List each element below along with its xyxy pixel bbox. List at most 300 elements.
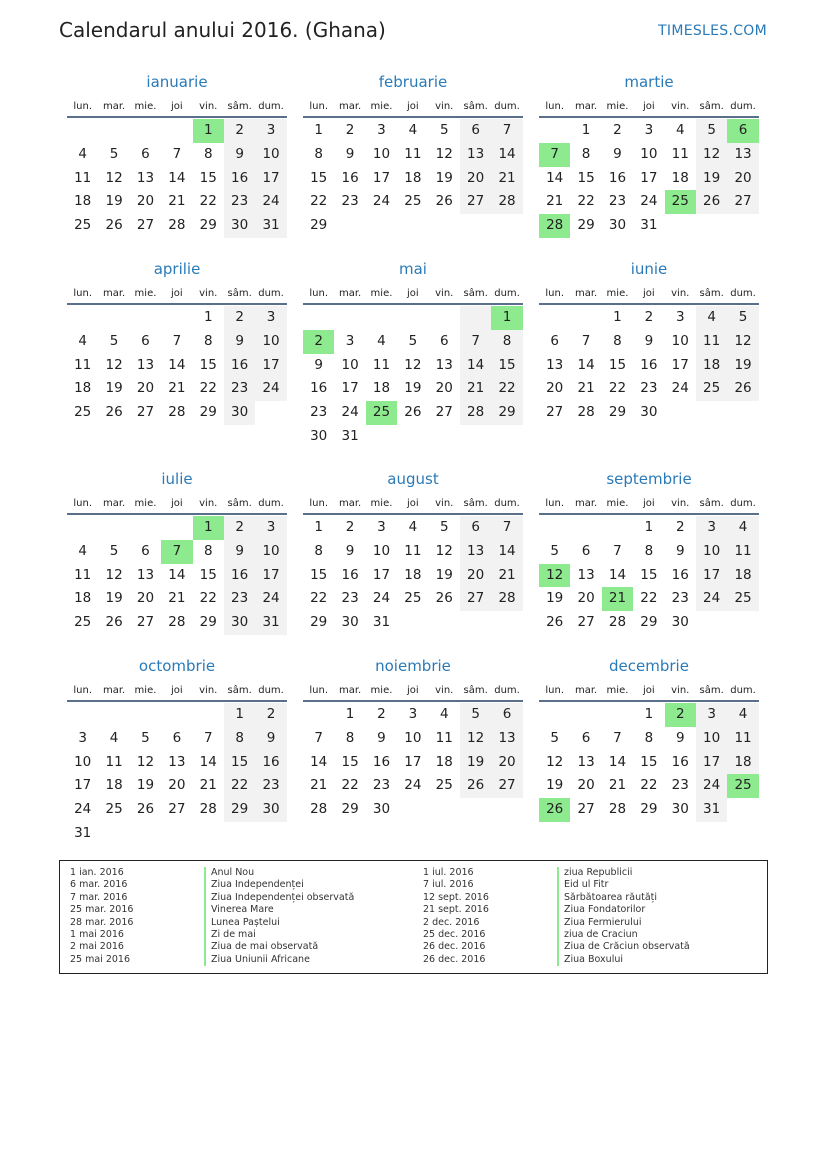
- day-cell: 20: [577, 590, 595, 607]
- day-cell: 18: [74, 590, 92, 607]
- legend-holiday-name: Ziua Independenței: [204, 879, 354, 891]
- month-aprilie: [67, 259, 287, 425]
- day-cell: 29: [577, 217, 595, 234]
- day-cell: 2: [377, 706, 386, 722]
- weekday-label: vin.: [199, 287, 218, 299]
- day-cell: 17: [255, 167, 286, 191]
- day-cell: 22: [199, 590, 217, 607]
- day-cell: 16: [608, 169, 627, 186]
- day-cell: 25: [727, 587, 758, 611]
- weekday-label: joi: [643, 497, 655, 509]
- weekday-label: joi: [171, 684, 183, 696]
- day-cell: 25: [74, 404, 92, 421]
- day-cell: 21: [310, 777, 328, 794]
- day-grid: [67, 119, 287, 238]
- day-cell: 22: [310, 590, 328, 607]
- weekday-label: mie.: [606, 287, 629, 299]
- weekday-label: dum.: [258, 497, 284, 509]
- month-martie: [539, 72, 759, 238]
- weekday-label: vin.: [671, 684, 690, 696]
- day-grid: [539, 516, 759, 635]
- day-cell: 23: [671, 590, 689, 607]
- month-decembrie: [539, 656, 759, 822]
- day-cell: 24: [372, 193, 391, 210]
- day-cell: 29: [199, 404, 217, 421]
- day-cell: 15: [491, 354, 522, 378]
- weekday-label: mie.: [606, 100, 629, 112]
- empty-cell: [460, 306, 491, 330]
- day-cell: 6: [460, 119, 491, 143]
- day-cell: 10: [341, 356, 359, 373]
- day-cell: 19: [460, 751, 491, 775]
- day-cell: 7: [460, 330, 491, 354]
- weekday-header: [67, 680, 287, 702]
- day-cell: 27: [577, 801, 595, 818]
- weekday-header: [67, 493, 287, 515]
- weekday-label: mar.: [574, 287, 598, 299]
- weekday-label: lun.: [73, 100, 93, 112]
- legend-holiday-name: Ziua Uniunii Africane: [204, 954, 354, 966]
- month-iulie: [67, 469, 287, 635]
- day-cell: 8: [491, 330, 522, 354]
- weekday-label: mie.: [370, 287, 393, 299]
- empty-cell: [67, 703, 98, 727]
- legend-date: 7 iul. 2016: [423, 879, 474, 891]
- day-cell: 31: [372, 614, 391, 631]
- day-cell: 13: [460, 143, 491, 167]
- day-cell: 22: [224, 774, 255, 798]
- day-cell: 30: [341, 614, 359, 631]
- day-cell: 26: [696, 190, 727, 214]
- day-cell: 16: [640, 356, 658, 373]
- day-cell: 12: [696, 143, 727, 167]
- weekday-label: mie.: [606, 684, 629, 696]
- day-cell: 20: [727, 167, 758, 191]
- weekday-label: joi: [171, 287, 183, 299]
- day-cell: 10: [372, 145, 391, 162]
- day-cell: 4: [78, 332, 87, 349]
- day-cell: 16: [255, 751, 286, 775]
- empty-cell: [303, 703, 334, 727]
- weekday-label: joi: [643, 684, 655, 696]
- day-cell: 22: [310, 193, 328, 210]
- holiday-day: 28: [539, 214, 570, 238]
- legend-holiday-name: ziua Republicii: [557, 867, 690, 879]
- weekday-header: [539, 283, 759, 305]
- day-cell: 23: [671, 777, 689, 794]
- weekday-label: mar.: [102, 684, 126, 696]
- weekday-header: [67, 283, 287, 305]
- weekday-header: [67, 96, 287, 118]
- day-cell: 6: [141, 542, 150, 559]
- month-name: aprilie: [153, 260, 201, 278]
- month-iunie: [539, 259, 759, 425]
- day-cell: 16: [224, 167, 255, 191]
- day-grid: [539, 306, 759, 425]
- weekday-label: lun.: [73, 497, 93, 509]
- weekday-label: mar.: [338, 100, 362, 112]
- legend-names-right: [557, 867, 690, 966]
- day-cell: 4: [439, 706, 449, 722]
- day-cell: 12: [105, 356, 123, 373]
- day-cell: 22: [640, 777, 658, 794]
- day-cell: 11: [74, 566, 92, 583]
- day-cell: 28: [460, 401, 491, 425]
- legend-date: 12 sept. 2016: [423, 891, 489, 903]
- day-cell: 28: [491, 587, 522, 611]
- day-cell: 1: [224, 703, 255, 727]
- day-cell: 6: [581, 542, 591, 559]
- day-cell: 15: [341, 753, 359, 770]
- day-cell: 18: [372, 380, 391, 397]
- day-cell: 6: [172, 729, 182, 746]
- day-cell: 14: [460, 354, 491, 378]
- day-cell: 25: [105, 801, 123, 818]
- day-cell: 16: [671, 566, 689, 583]
- day-cell: 30: [310, 427, 328, 444]
- day-cell: 24: [372, 590, 391, 607]
- day-cell: 8: [203, 145, 213, 162]
- day-cell: 22: [199, 193, 217, 210]
- weekday-label: dum.: [730, 684, 756, 696]
- empty-cell: [161, 703, 192, 727]
- weekday-header: [303, 283, 523, 305]
- day-cell: 20: [546, 380, 564, 397]
- weekday-label: sâm.: [699, 287, 724, 299]
- day-cell: 27: [136, 217, 155, 234]
- legend-date: 7 mar. 2016: [70, 891, 128, 903]
- day-cell: 14: [608, 753, 627, 770]
- day-cell: 19: [404, 380, 422, 397]
- day-cell: 3: [675, 309, 685, 325]
- day-cell: 20: [491, 751, 522, 775]
- day-cell: 23: [608, 193, 627, 210]
- day-cell: 5: [550, 729, 559, 746]
- weekday-label: dum.: [494, 287, 520, 299]
- day-cell: 24: [404, 777, 422, 794]
- day-cell: 21: [168, 193, 186, 210]
- day-cell: 14: [608, 566, 627, 583]
- day-cell: 27: [460, 190, 491, 214]
- day-cell: 21: [546, 193, 564, 210]
- weekday-label: mar.: [102, 100, 126, 112]
- legend-date: 1 ian. 2016: [70, 867, 124, 878]
- weekday-label: joi: [407, 287, 419, 299]
- day-cell: 19: [105, 193, 123, 210]
- weekday-label: vin.: [199, 497, 218, 509]
- empty-cell: [161, 306, 192, 330]
- weekday-label: sâm.: [227, 287, 252, 299]
- day-cell: 18: [404, 169, 422, 186]
- day-cell: 24: [341, 404, 359, 421]
- day-cell: 1: [203, 309, 213, 325]
- day-cell: 21: [491, 564, 522, 588]
- day-grid: [303, 703, 523, 822]
- empty-cell: [602, 516, 633, 540]
- legend-date: 28 mar. 2016: [70, 916, 134, 928]
- weekday-header: [539, 680, 759, 702]
- weekday-header: [539, 96, 759, 118]
- weekday-label: dum.: [730, 100, 756, 112]
- day-cell: 5: [408, 332, 418, 349]
- day-cell: 15: [224, 751, 255, 775]
- empty-cell: [130, 516, 161, 540]
- day-cell: 17: [372, 169, 391, 186]
- holiday-day: 21: [602, 587, 633, 611]
- weekday-label: dum.: [494, 497, 520, 509]
- day-cell: 15: [640, 566, 658, 583]
- day-cell: 16: [310, 380, 328, 397]
- day-cell: 8: [644, 729, 654, 746]
- day-cell: 9: [377, 729, 386, 746]
- legend-holiday-name: ziua de Craciun: [557, 929, 690, 941]
- weekday-label: vin.: [671, 497, 690, 509]
- legend-holiday-name: Ziua Boxului: [557, 954, 690, 966]
- legend-date: 6 mar. 2016: [70, 879, 128, 891]
- day-cell: 29: [491, 401, 522, 425]
- day-cell: 23: [224, 190, 255, 214]
- day-cell: 30: [372, 801, 391, 818]
- day-cell: 8: [314, 145, 323, 162]
- weekday-label: vin.: [435, 684, 454, 696]
- day-cell: 10: [696, 727, 727, 751]
- empty-cell: [366, 306, 397, 330]
- holiday-day: 2: [665, 703, 696, 727]
- weekday-label: dum.: [494, 684, 520, 696]
- day-cell: 2: [224, 306, 255, 330]
- day-grid: [539, 703, 759, 822]
- day-cell: 26: [404, 404, 422, 421]
- month-name: februarie: [378, 73, 448, 91]
- day-cell: 18: [404, 566, 422, 583]
- weekday-label: joi: [643, 100, 655, 112]
- day-cell: 30: [608, 217, 627, 234]
- day-cell: 2: [345, 519, 355, 535]
- weekday-label: dum.: [730, 287, 756, 299]
- weekday-label: vin.: [435, 100, 454, 112]
- weekday-header: [539, 493, 759, 515]
- day-cell: 20: [136, 380, 155, 397]
- day-cell: 5: [439, 122, 449, 138]
- day-cell: 25: [404, 193, 422, 210]
- day-cell: 28: [168, 404, 186, 421]
- day-cell: 15: [199, 169, 217, 186]
- weekday-label: vin.: [671, 287, 690, 299]
- holiday-day: 26: [539, 798, 570, 822]
- day-cell: 30: [671, 614, 689, 631]
- day-cell: 20: [136, 193, 155, 210]
- day-cell: 14: [546, 169, 564, 186]
- day-cell: 30: [224, 214, 255, 238]
- day-cell: 22: [640, 590, 658, 607]
- day-cell: 4: [675, 122, 685, 138]
- month-name: iulie: [161, 470, 193, 488]
- empty-cell: [130, 119, 161, 143]
- legend-names-left: [204, 867, 354, 966]
- day-cell: 12: [546, 753, 564, 770]
- day-grid: [67, 703, 287, 846]
- legend-holiday-name: Anul Nou: [204, 867, 354, 879]
- day-cell: 4: [727, 703, 758, 727]
- day-cell: 23: [341, 193, 359, 210]
- day-cell: 8: [581, 145, 591, 162]
- weekday-label: lun.: [545, 100, 565, 112]
- empty-cell: [539, 703, 570, 727]
- day-cell: 9: [255, 727, 286, 751]
- day-cell: 8: [203, 332, 213, 349]
- day-cell: 14: [491, 540, 522, 564]
- weekday-label: lun.: [73, 684, 93, 696]
- day-cell: 31: [640, 217, 658, 234]
- day-cell: 4: [78, 542, 87, 559]
- day-cell: 9: [314, 356, 323, 373]
- day-cell: 29: [310, 614, 328, 631]
- day-cell: 18: [727, 751, 758, 775]
- day-cell: 15: [310, 169, 328, 186]
- legend-dates-right: [423, 867, 489, 966]
- weekday-label: sâm.: [699, 684, 724, 696]
- day-cell: 9: [613, 145, 622, 162]
- day-cell: 11: [404, 542, 422, 559]
- day-cell: 29: [199, 217, 217, 234]
- day-cell: 11: [404, 145, 422, 162]
- day-cell: 21: [577, 380, 595, 397]
- day-cell: 1: [345, 706, 355, 722]
- day-cell: 5: [696, 119, 727, 143]
- month-februarie: [303, 72, 523, 238]
- weekday-label: sâm.: [463, 100, 488, 112]
- day-cell: 20: [460, 564, 491, 588]
- day-cell: 23: [372, 777, 391, 794]
- legend-date: 26 dec. 2016: [423, 953, 486, 965]
- empty-cell: [570, 516, 601, 540]
- day-cell: 23: [640, 380, 658, 397]
- day-cell: 12: [435, 145, 453, 162]
- day-cell: 8: [613, 332, 622, 349]
- day-cell: 25: [74, 614, 92, 631]
- day-cell: 27: [460, 587, 491, 611]
- weekday-label: sâm.: [227, 100, 252, 112]
- month-ianuarie: [67, 72, 287, 238]
- day-cell: 6: [491, 703, 522, 727]
- weekday-label: joi: [407, 100, 419, 112]
- legend-holiday-name: Sărbătoarea răutăți: [557, 892, 690, 904]
- day-cell: 27: [136, 404, 155, 421]
- site-link[interactable]: TIMESLES.COM: [658, 23, 767, 39]
- day-cell: 29: [310, 217, 328, 234]
- day-cell: 20: [136, 590, 155, 607]
- weekday-label: mar.: [574, 100, 598, 112]
- empty-cell: [193, 703, 224, 727]
- weekday-label: lun.: [309, 100, 329, 112]
- day-cell: 20: [460, 167, 491, 191]
- day-grid: [303, 306, 523, 449]
- day-cell: 6: [581, 729, 591, 746]
- day-cell: 7: [613, 729, 622, 746]
- day-cell: 19: [696, 167, 727, 191]
- day-cell: 2: [644, 309, 654, 325]
- day-cell: 25: [404, 590, 422, 607]
- weekday-label: dum.: [494, 100, 520, 112]
- day-cell: 3: [377, 122, 386, 138]
- day-cell: 5: [109, 332, 119, 349]
- day-cell: 31: [696, 798, 727, 822]
- day-cell: 26: [727, 377, 758, 401]
- holiday-day: 25: [727, 774, 758, 798]
- day-cell: 2: [224, 516, 255, 540]
- day-cell: 12: [460, 727, 491, 751]
- day-cell: 17: [255, 564, 286, 588]
- empty-cell: [130, 306, 161, 330]
- month-name: octombrie: [138, 657, 216, 675]
- day-cell: 20: [435, 380, 453, 397]
- day-cell: 17: [74, 777, 92, 794]
- legend-holiday-name: Ziua Fermierului: [557, 917, 690, 929]
- day-cell: 28: [577, 404, 595, 421]
- day-cell: 12: [136, 753, 155, 770]
- day-cell: 10: [255, 330, 286, 354]
- day-cell: 9: [345, 542, 355, 559]
- day-cell: 8: [314, 542, 323, 559]
- day-cell: 24: [255, 587, 286, 611]
- day-cell: 30: [255, 798, 286, 822]
- day-cell: 30: [640, 404, 658, 421]
- day-cell: 4: [408, 122, 418, 138]
- day-cell: 29: [224, 798, 255, 822]
- month-mai: [303, 259, 523, 449]
- day-cell: 19: [435, 566, 453, 583]
- day-cell: 29: [341, 801, 359, 818]
- day-cell: 16: [372, 753, 391, 770]
- legend-date: 26 dec. 2016: [423, 941, 486, 953]
- weekday-label: mie.: [370, 100, 393, 112]
- day-cell: 19: [105, 380, 123, 397]
- day-cell: 11: [105, 753, 123, 770]
- day-cell: 2: [255, 703, 286, 727]
- day-cell: 27: [577, 614, 595, 631]
- day-cell: 20: [577, 777, 595, 794]
- day-cell: 10: [372, 542, 391, 559]
- day-cell: 10: [640, 145, 658, 162]
- weekday-label: dum.: [730, 497, 756, 509]
- day-cell: 2: [675, 519, 685, 535]
- empty-cell: [98, 306, 129, 330]
- day-cell: 7: [581, 332, 591, 349]
- day-cell: 31: [341, 427, 359, 444]
- day-cell: 13: [460, 540, 491, 564]
- empty-cell: [570, 703, 601, 727]
- day-cell: 9: [224, 330, 255, 354]
- day-cell: 9: [224, 540, 255, 564]
- day-cell: 18: [696, 354, 727, 378]
- day-cell: 13: [727, 143, 758, 167]
- weekday-header: [303, 96, 523, 118]
- day-cell: 18: [74, 380, 92, 397]
- day-cell: 15: [640, 753, 658, 770]
- day-cell: 5: [141, 729, 150, 746]
- month-noiembrie: [303, 656, 523, 822]
- day-cell: 12: [105, 169, 123, 186]
- month-octombrie: [67, 656, 287, 846]
- day-cell: 14: [168, 566, 186, 583]
- day-cell: 27: [435, 404, 453, 421]
- weekday-label: mar.: [102, 287, 126, 299]
- day-cell: 25: [435, 777, 453, 794]
- day-cell: 24: [696, 587, 727, 611]
- day-cell: 13: [491, 727, 522, 751]
- day-cell: 6: [550, 332, 559, 349]
- legend-holiday-name: Eid ul Fitr: [557, 879, 690, 891]
